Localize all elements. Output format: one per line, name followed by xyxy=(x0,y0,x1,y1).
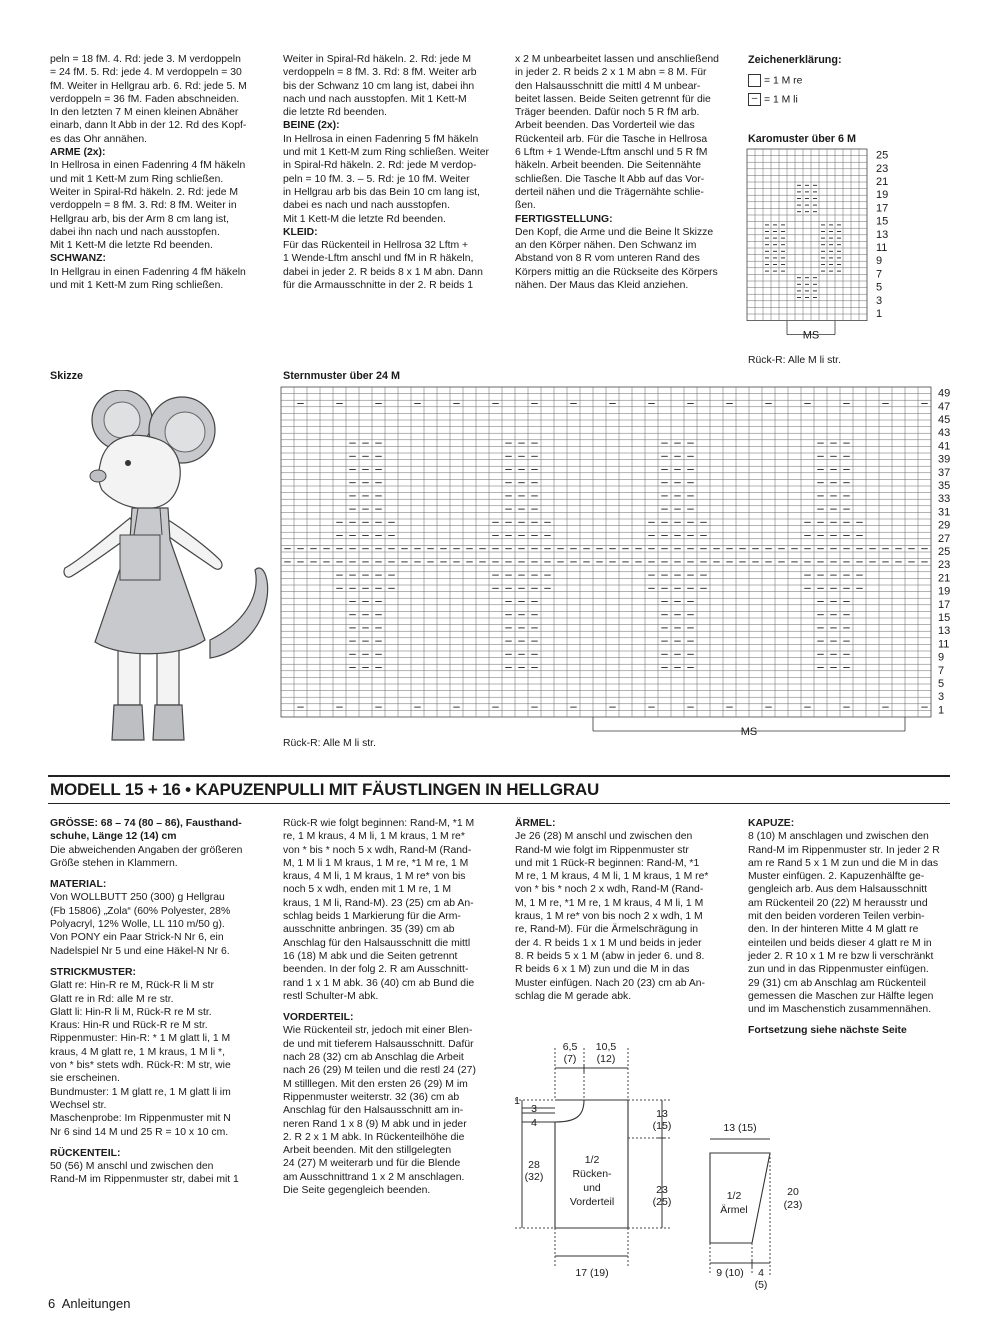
row-number-label: 3 xyxy=(876,294,883,307)
ms-label: MS xyxy=(740,726,758,738)
text-line: Nadelspiel Nr 5 und eine Häkel-N Nr 6. xyxy=(50,945,230,957)
text-line: 16 (18) M abk und die Seiten getrennt xyxy=(283,950,458,962)
row-number-label: 1 xyxy=(938,704,945,717)
text-line: Glatt re: Hin-R re M, Rück-R li M str xyxy=(50,980,214,992)
text-line: von * bis* stets wdh. Rück-R: M str, wie xyxy=(50,1060,231,1072)
text-line: derteil nähen und die Trägernähte schlie- xyxy=(515,186,704,198)
sleeve-dim-inc-alt: (5) xyxy=(754,1279,768,1291)
text-line: R beids 6 x 1 M) zun und die M in das xyxy=(515,964,690,976)
text-line: bis der Schwanz 10 cm lang ist, dabei ihn xyxy=(283,80,475,92)
text-line: von * bis * noch 5 x wdh, Rand-M (Rand- xyxy=(283,844,472,856)
row-number-label: 37 xyxy=(938,466,951,479)
row-number-label: 17 xyxy=(938,598,951,611)
heading-line: SCHWANZ: xyxy=(50,253,106,265)
karo-chart-note: Rück-R: Alle M li str. xyxy=(748,355,841,366)
body-dim-armhole: 13 xyxy=(656,1108,668,1120)
text-line: Rand-M im Rippenmuster str. In jeder 2 R xyxy=(748,844,940,856)
row-number-label: 47 xyxy=(938,400,951,413)
body-dim-side-alt: (25) xyxy=(652,1196,672,1208)
text-line: ausschnitte anbringen. 35 (39) cm ab xyxy=(283,924,455,936)
text-line: peln = 10 fM. 3. – 5. Rd: je 10 fM. Weiter xyxy=(283,173,470,185)
grid xyxy=(281,387,931,717)
text-line: Maschenprobe: Im Rippenmuster mit N xyxy=(50,1113,231,1125)
text-line: dabei es nach und nach ausstopfen. xyxy=(283,200,450,212)
star-chart-note: Rück-R: Alle M li str. xyxy=(283,738,376,749)
body-dim-neck-4: 4 xyxy=(531,1117,537,1129)
text-line: die letzte Rd beenden. xyxy=(283,107,387,119)
text-line: Abstand von 8 R vom unteren Rand des xyxy=(515,253,700,265)
body-label-3: und xyxy=(583,1182,601,1194)
text-line: der 4. R beids 1 x 1 M und beids in jeder xyxy=(515,937,702,949)
text-line: Träger beenden. Dafür noch 5 R fM arb. xyxy=(515,107,700,119)
row-number-label: 41 xyxy=(938,440,951,453)
text-line: Glatt re in Rd: alle M re str. xyxy=(50,993,174,1005)
text-line: Mit 1 Kett-M die letzte Rd beenden. xyxy=(50,240,213,252)
text-line: nach und nach ausstopfen. Mit 1 Kett-M xyxy=(283,93,467,105)
grid xyxy=(747,149,867,321)
text-line: Die Seite gegengleich beenden. xyxy=(283,1185,431,1197)
row-number-label: 31 xyxy=(938,506,951,519)
legend-title: Zeichenerklärung: xyxy=(748,54,842,66)
row-number-label: 43 xyxy=(938,427,951,440)
text-line: neren Rand 1 x 8 (9) M abk und in jeder xyxy=(283,1118,467,1130)
text-line: schlag beids 1 Markierung für die Arm- xyxy=(283,911,461,923)
text-line: 2. R 2 x 1 M abk. In Rückenteilhöhe die xyxy=(283,1131,465,1143)
text-line: in Hellgrau arb bis das Bein 10 cm lang ist, xyxy=(283,186,480,198)
text-line: und mit 1 Kett-M zum Ring schließen. Weiter xyxy=(283,147,489,159)
text-line: Bundmuster: 1 M glatt re, 1 M glatt li im xyxy=(50,1086,231,1098)
text-line: (Fb 15806) „Zola“ (60% Polyester, 28% xyxy=(50,905,231,917)
text-line: kraus, 4 M li, 1 M kraus, 1 M re* von bis xyxy=(283,871,466,883)
text-line: M stilllegen. Mit den ersten 26 (29) M im xyxy=(283,1078,468,1090)
text-line: re, Rand-M). Für die Ärmelschrägung in xyxy=(515,924,699,936)
row-number-label: 21 xyxy=(876,176,889,188)
body-dim-top-left-alt: (7) xyxy=(563,1053,577,1065)
heading-line: VORDERTEIL: xyxy=(283,1012,354,1024)
text-line: sie erscheinen. xyxy=(50,1073,120,1085)
text-line: de und mit tieferem Halsausschnitt. Dafür xyxy=(283,1038,474,1050)
text-line: Körpers mittig an die Rückseite des Körpers xyxy=(515,266,718,278)
row-number-label: 3 xyxy=(938,691,945,704)
text-line: Je 26 (28) M anschl und zwischen den xyxy=(515,831,693,843)
knit-symbol-icon xyxy=(748,74,761,87)
text-line: Hellgrau arb, bis der Arm 8 cm lang ist, xyxy=(50,213,230,225)
heading-line: STRICKMUSTER: xyxy=(50,966,137,978)
body-label-2: Rücken- xyxy=(572,1168,612,1180)
text-line: kraus, 1 M li, Rand-M). 23 (25) cm ab An- xyxy=(283,897,474,909)
body-dim-height: 28 xyxy=(528,1159,540,1171)
heading-line: ARME (2x): xyxy=(50,147,106,159)
row-number-label: 7 xyxy=(876,268,883,281)
row-number-label: 5 xyxy=(938,678,945,690)
text-line: den. In der hinteren Mitte 4 M glatt re xyxy=(748,924,919,936)
text-line: verdoppeln = 8 fM. 3. Rd: 8 fM. Weiter arb xyxy=(283,67,477,79)
text-line: In den letzten 7 M einen kleinen Abnäher xyxy=(50,107,239,119)
page-footer xyxy=(48,1296,130,1311)
row-number-label: 5 xyxy=(876,281,883,294)
text-line: an den Körper nähen. Den Schwanz im xyxy=(515,240,697,252)
text-line: beitet lassen. Beide Seiten getrennt für die xyxy=(515,93,711,105)
text-line: Muster einfügen. Nach 20 (23) cm ab An- xyxy=(515,977,706,989)
row-number-label: 23 xyxy=(938,559,951,572)
text-line: beenden. In der folg 2. R am Ausschnitt- xyxy=(283,964,469,976)
text-line: Weiter in Spiral-Rd häkeln. 2. Rd: jede M xyxy=(283,54,472,65)
sleeve-schematic xyxy=(700,1115,840,1300)
body-dim-neck-1: 1 xyxy=(514,1095,520,1107)
text-line: In Hellgrau in einen Fadenring 4 fM häkeln xyxy=(50,266,246,278)
star-chart xyxy=(280,386,960,746)
heading-line: MATERIAL: xyxy=(50,879,107,891)
row-number-label: 13 xyxy=(938,625,951,638)
row-number-label: 17 xyxy=(876,202,889,215)
row-number-label: 13 xyxy=(876,228,889,241)
text-line: In Hellrosa in einen Fadenring 5 fM häkeln xyxy=(283,133,479,145)
text-column-1 xyxy=(50,53,247,292)
row-number-label: 33 xyxy=(938,493,951,506)
row-number-label: 11 xyxy=(938,638,950,651)
text-line: mit den beiden vorderen Teilen verbin- xyxy=(748,911,925,923)
row-number-label: 49 xyxy=(938,387,951,400)
text-line: rand 1 x 1 M abk. 36 (40) cm ab Bund die xyxy=(283,977,475,989)
footer-label: Anleitungen xyxy=(61,1296,131,1311)
sleeve-dim-bottom: 9 (10) xyxy=(716,1267,744,1279)
text-line: Anschlag für den Halsausschnitt am in- xyxy=(283,1105,464,1117)
row-number-label: 27 xyxy=(938,532,951,545)
text-line: Nr 6 sind 14 M und 25 R = 10 x 10 cm. xyxy=(50,1126,229,1138)
text-line: 1 Wende-Lftm anschl und fM in R häkeln, xyxy=(283,253,474,265)
text-line: und mit 1 Kett-M zum Ring schließen. xyxy=(50,280,224,292)
text-line: zun und in das Rippenmuster einfügen. xyxy=(748,964,929,976)
text-line: nach 28 (32) cm ab Anschlag die Arbeit xyxy=(283,1052,464,1064)
text-line: verdoppeln = 36 fM. Faden abschneiden. xyxy=(50,93,240,105)
body-dim-height-alt: (32) xyxy=(524,1171,544,1183)
text-line: Größe stehen in Klammern. xyxy=(50,857,178,869)
row-number-label: 39 xyxy=(938,453,951,466)
bottom-column-1 xyxy=(50,817,242,1187)
heading-line: KLEID: xyxy=(283,226,318,238)
row-number-label: 25 xyxy=(876,149,889,162)
text-line: in jeder 2. R beids 2 x 1 M abn = 8 M. Für xyxy=(515,67,707,79)
row-number-label: 23 xyxy=(876,162,889,175)
body-label-4: Vorderteil xyxy=(569,1196,615,1208)
row-number-label: 29 xyxy=(938,519,951,532)
text-line: 29 (31) cm ab Anschlag am Rückenteil xyxy=(748,977,926,989)
text-line xyxy=(50,1139,242,1147)
text-line: einteilen und beids dieser 4 glatt re M in xyxy=(748,937,932,949)
text-line: und mit 1 Rück-R beginnen: Rand-M, *1 xyxy=(515,857,700,869)
text-line: es das Ohr annähen. xyxy=(50,133,148,145)
ms-label: MS xyxy=(802,329,820,342)
text-line: = 24 fM. 5. Rd: jede 4. M verdoppeln = 30 xyxy=(50,67,242,79)
text-line: restl Schulter-M abk. xyxy=(283,990,379,1002)
text-line: für die Armausschnitte in der 2. R beids 1 xyxy=(283,280,474,292)
text-line: am Rückenteil 20 (22) M herausstr und xyxy=(748,897,928,909)
legend-item-purl: – = 1 M li xyxy=(748,93,798,106)
text-line: re, 1 M kraus, 4 M li, 1 M kraus, 1 M re* xyxy=(283,831,465,843)
text-line: den Halsausschnitt die mittl 4 M unbear- xyxy=(515,80,701,92)
body-schematic xyxy=(512,1038,712,1293)
heading-line: GRÖSSE: 68 – 74 (80 – 86), Fausthand- xyxy=(50,818,242,829)
text-line: Rand-M wie folgt im Rippenmuster str xyxy=(515,844,689,856)
body-dim-top-right: 10,5 xyxy=(595,1041,617,1053)
body-dim-top-right-alt: (12) xyxy=(596,1053,616,1065)
text-line: Arbeit beenden. Das Vorderteil wie das xyxy=(515,120,695,132)
purl-symbol-icon: – xyxy=(748,93,761,106)
row-number-label: 15 xyxy=(876,215,889,228)
text-line: und mit 1 Kett-M zum Ring schließen. xyxy=(50,173,224,185)
row-number-label: 19 xyxy=(938,585,951,598)
text-line xyxy=(748,1016,940,1024)
karo-chart-title: Karomuster über 6 M xyxy=(748,133,856,145)
page-number: 6 xyxy=(48,1296,56,1311)
sleeve-dim-length: 20 xyxy=(787,1186,799,1198)
heading-line: RÜCKENTEIL: xyxy=(50,1147,121,1159)
body-dim-side: 23 xyxy=(656,1184,668,1196)
body-dim-top-left: 6,5 xyxy=(562,1041,578,1053)
mouse-sketch xyxy=(60,390,275,750)
text-line: ßen. xyxy=(515,200,536,212)
text-line xyxy=(50,870,242,878)
text-line: schließen. Die Tasche lt Abb auf das Vor- xyxy=(515,173,705,185)
text-line: Von WOLLBUTT 250 (300) g Hellgrau xyxy=(50,892,225,904)
row-number-label: 1 xyxy=(876,308,883,320)
heading-line: ÄRMEL: xyxy=(515,818,556,829)
row-number-label: 25 xyxy=(938,546,951,558)
text-line: 8. R beids 5 x 1 M (abw in jeder 6. und 8. xyxy=(515,950,705,962)
text-line: häkeln. Arbeit beenden. Die Seitennähte xyxy=(515,160,702,172)
bottom-column-4 xyxy=(748,817,940,1038)
body-dim-neck-3: 3 xyxy=(531,1103,537,1115)
text-line: kraus, 4 M glatt re, 1 M kraus, 1 M li *, xyxy=(50,1046,225,1058)
row-number-label: 9 xyxy=(938,651,945,664)
text-line: 24 (27) M weiterarb und für die Blende xyxy=(283,1158,461,1170)
text-line: Mit 1 Kett-M die letzte Rd beenden. xyxy=(283,213,446,225)
star-chart-title: Sternmuster über 24 M xyxy=(283,370,400,382)
row-number-label: 21 xyxy=(938,572,951,585)
text-line: 8 (10) M anschlagen und zwischen den xyxy=(748,831,929,843)
text-line: Wie Rückenteil str, jedoch mit einer Blen- xyxy=(283,1025,473,1037)
text-line: Von PONY ein Paar Strick-N Nr 6, ein xyxy=(50,932,224,944)
text-line: und im Maschenstich zusammennähen. xyxy=(748,1004,932,1016)
heading-line: BEINE (2x): xyxy=(283,120,340,132)
text-line: Arbeit beenden. Mit den stillgelegten xyxy=(283,1145,452,1157)
heading-line: Fortsetzung siehe nächste Seite xyxy=(748,1025,907,1037)
section-title: MODELL 15 + 16 • KAPUZENPULLI MIT FÄUSTLINGEN IN HELLGRAU xyxy=(50,780,600,799)
sleeve-dim-top: 13 (15) xyxy=(723,1122,757,1134)
sleeve-label-2: Ärmel xyxy=(720,1204,748,1216)
text-line: kraus, 1 M re* von bis noch 2 x wdh, 1 M xyxy=(515,911,703,923)
sleeve-dim-inc: 4 xyxy=(758,1267,764,1279)
sleeve-dim-length-alt: (23) xyxy=(783,1199,803,1211)
sketch-label: Skizze xyxy=(50,370,84,382)
text-line: Weiter in Spiral-Rd häkeln. 2. Rd: jede M xyxy=(50,186,239,198)
text-line: M re, 1 M kraus, 4 M li, 1 M kraus, 1 M re* xyxy=(515,871,709,883)
heading-line: schuhe, Länge 12 (14) cm xyxy=(50,831,177,843)
text-line: Rippenmuster weiterstr. 32 (36) cm ab xyxy=(283,1091,460,1103)
text-column-3 xyxy=(515,53,719,292)
text-column-2 xyxy=(283,53,489,292)
text-line: Kraus: Hin-R und Rück-R re M str. xyxy=(50,1020,208,1032)
text-line xyxy=(283,1003,476,1011)
text-line: nach 26 (29) M teilen und die restl 24 (27) xyxy=(283,1065,476,1077)
text-line: gemessen die Maschen zur Hälfte legen xyxy=(748,990,934,1002)
text-line: einarb, dann lt Abb in der 12. Rd des Kopf- xyxy=(50,120,247,132)
row-number-label: 11 xyxy=(876,242,888,254)
body-dim-bottom: 17 (19) xyxy=(575,1267,609,1279)
text-line: Die abweichenden Angaben der größeren xyxy=(50,844,243,856)
text-line: fM. Weiter in Hellgrau arb. 6. Rd: jede 5. M xyxy=(50,80,247,92)
row-number-label: 15 xyxy=(938,612,951,624)
sleeve-label-1: 1/2 xyxy=(726,1190,742,1202)
heading-line: FERTIGSTELLUNG: xyxy=(515,213,613,225)
text-line: In Hellrosa in einen Fadenring 4 fM häkeln xyxy=(50,160,246,172)
text-line: verdoppeln = 8 fM. 3. Rd: 8 fM. Weiter in xyxy=(50,200,237,212)
text-line: Rück-R wie folgt beginnen: Rand-M, *1 M xyxy=(283,818,475,829)
text-line: von * bis * noch 2 x wdh, Rand-M (Rand- xyxy=(515,884,704,896)
text-line: Wechsel str. xyxy=(50,1099,107,1111)
text-line: M, 1 M li 1 M kraus, 1 M re, *1 M re, 1 M xyxy=(283,857,469,869)
text-line: Anschlag für den Halsausschnitt die mittl xyxy=(283,937,471,949)
text-line xyxy=(50,958,242,966)
row-number-label: 35 xyxy=(938,480,951,492)
text-line: schlag die M gerade abk. xyxy=(515,990,632,1002)
body-label-1: 1/2 xyxy=(584,1154,600,1166)
body-dim-armhole-alt: (15) xyxy=(652,1120,672,1132)
text-line: dabei ihn nach und nach ausstopfen. xyxy=(50,226,220,238)
text-line: nähen. Der Maus das Kleid anziehen. xyxy=(515,280,689,292)
text-line: Rückenteil arb. Für die Tasche in Hellrosa xyxy=(515,133,708,145)
text-line: am Ausschnittrand 1 x 2 M anschlagen. xyxy=(283,1171,465,1183)
karo-chart xyxy=(746,148,956,348)
text-line: jeder 2. R 10 x 1 M re bzw li verschränkt xyxy=(748,950,934,962)
text-line: peln = 18 fM. 4. Rd: jede 3. M verdoppeln xyxy=(50,54,241,65)
text-line: Glatt li: Hin-R li M, Rück-R re M str. xyxy=(50,1006,212,1018)
text-line: Rippenmuster: Hin-R: * 1 M glatt li, 1 M xyxy=(50,1033,231,1045)
text-line: 50 (56) M anschl und zwischen den xyxy=(50,1161,214,1173)
text-line: in Spiral-Rd häkeln. 2. Rd: jede M verdop- xyxy=(283,160,477,172)
text-line: Polyacryl, 12% Wolle, LL 110 m/50 g). xyxy=(50,919,225,931)
section-title-bar xyxy=(48,775,950,804)
text-line: Rand-M im Rippenmuster str, dabei mit 1 xyxy=(50,1174,239,1186)
bottom-column-2 xyxy=(283,817,476,1197)
text-line: Für das Rückenteil in Hellrosa 32 Lftm + xyxy=(283,240,469,252)
text-line: M, 1 M re, *1 M re, 1 M kraus, 4 M li, 1 M xyxy=(515,897,704,909)
row-number-label: 45 xyxy=(938,414,951,426)
legend-item-knit: = 1 M re xyxy=(748,74,802,87)
text-line: 6 Lftm + 1 Wende-Lftm anschl und 5 R fM xyxy=(515,147,708,159)
text-line: dabei in jeder 2. R beids 8 x 1 M abn. Dann xyxy=(283,266,483,278)
text-line: am re Rand 5 x 1 M zun und die M in das xyxy=(748,857,939,869)
row-number-label: 7 xyxy=(938,664,945,677)
bottom-column-3 xyxy=(515,817,708,1003)
row-number-label: 9 xyxy=(876,255,883,268)
text-line: Den Kopf, die Arme und die Beine lt Skizze xyxy=(515,226,714,238)
text-line: x 2 M unbearbeitet lassen und anschließend xyxy=(515,54,719,65)
text-line: Muster einfügen. 2. Kapuzenhälfte ge- xyxy=(748,871,925,883)
row-number-label: 19 xyxy=(876,189,889,202)
heading-line: KAPUZE: xyxy=(748,818,795,829)
text-line: gengleich arb. Aus dem Halsausschnitt xyxy=(748,884,928,896)
text-line: noch 5 x wdh, enden mit 1 M re, 1 M xyxy=(283,884,452,896)
